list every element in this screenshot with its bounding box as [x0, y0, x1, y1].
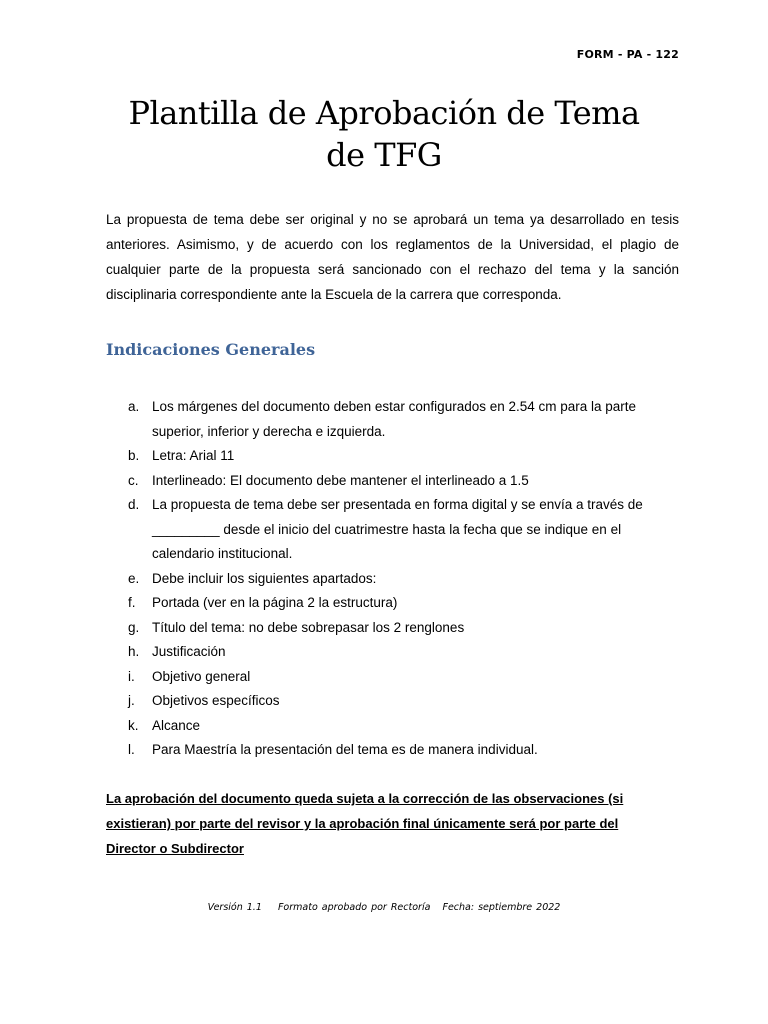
list-item-text: Objetivos específicos — [152, 693, 280, 708]
intro-paragraph: La propuesta de tema debe ser original y no se aprobará un tema ya desarrollado en tesis anteriores. Asimismo, y de acuerdo con los reglamentos de la Universidad, el plagio de cualquier parte de la propuesta será sancionado con el rechazo del tema y la sanción disciplinaria correspondiente ante la Escuela de la carrera que corresponda. — [106, 212, 679, 302]
footer-format: Formato aprobado por Rectoría — [277, 902, 431, 913]
list-marker: l. — [128, 742, 135, 757]
list-item-text: La propuesta de tema debe ser presentada en forma digital y se envía a través de _________ desde el inicio del cuatrimestre hasta la fecha que se indique en el calendario institucional. — [152, 497, 643, 561]
list-marker: b. — [128, 448, 140, 463]
list-item — [106, 689, 646, 714]
list-item-text: Portada (ver en la página 2 la estructura) — [152, 595, 398, 610]
list-item — [106, 665, 646, 690]
list-item-text: Para Maestría la presentación del tema es de manera individual. — [152, 742, 538, 757]
list-item — [106, 616, 646, 641]
list-item-text: Letra: Arial 11 — [152, 448, 235, 463]
list-item-text: Los márgenes del documento deben estar configurados en 2.54 cm para la parte superior, inferior y derecha e izquierda. — [152, 399, 637, 439]
list-item-text: Objetivo general — [152, 668, 251, 684]
list-marker: e. — [128, 570, 140, 586]
list-marker: c. — [128, 472, 139, 488]
list-item — [106, 640, 646, 665]
form-code: FORM - PA - 122 — [576, 48, 679, 61]
footer-version: Versión 1.1 — [207, 902, 262, 913]
list-item-text: Alcance — [152, 717, 201, 733]
list-item — [106, 395, 646, 444]
list-item-text: Justificación — [152, 644, 226, 659]
page-footer — [0, 902, 768, 913]
list-marker: g. — [128, 619, 140, 635]
list-marker: f. — [128, 595, 136, 610]
list-marker: a. — [128, 399, 140, 414]
list-marker: j. — [128, 693, 135, 708]
document-title: Plantilla de Aprobación de Tema de TFG — [128, 94, 640, 174]
list-item-text: Título del tema: no debe sobrepasar los 2 renglones — [152, 619, 465, 635]
indications-list — [106, 395, 646, 763]
list-item — [106, 469, 646, 494]
list-item — [106, 591, 646, 616]
list-marker: d. — [128, 497, 140, 512]
list-item-text: Debe incluir los siguientes apartados: — [152, 570, 377, 586]
list-item — [106, 444, 646, 469]
section-heading: Indicaciones Generales — [106, 340, 316, 359]
list-item — [106, 714, 646, 739]
list-item — [106, 567, 646, 592]
list-marker: i. — [128, 668, 135, 684]
closing-statement: La aprobación del documento queda sujeta a la corrección de las observaciones (si existieran) por parte del revisor y la aprobación final únicamente será por parte del Director o Subdirector — [106, 791, 624, 856]
list-item — [106, 738, 646, 763]
list-marker: h. — [128, 644, 140, 659]
list-item-text: Interlineado: El documento debe mantener el interlineado a 1.5 — [152, 472, 529, 488]
list-marker: k. — [128, 717, 139, 733]
footer-date: Fecha: septiembre 2022 — [442, 902, 561, 913]
list-item — [106, 493, 646, 567]
